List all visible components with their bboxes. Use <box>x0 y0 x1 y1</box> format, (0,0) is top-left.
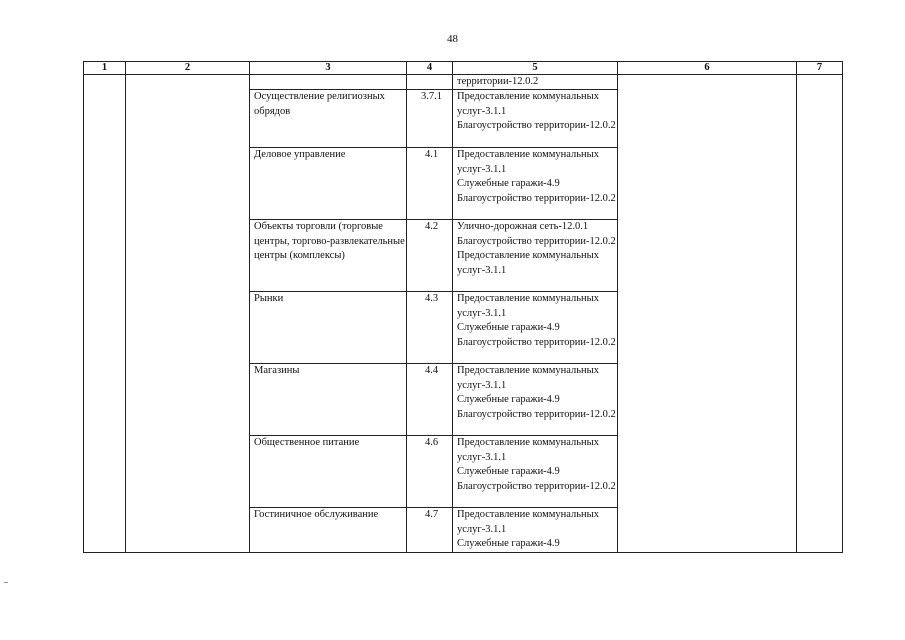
permitted-item: Предоставление коммунальных услуг-3.1.1 <box>457 509 599 535</box>
permitted-item: Предоставление коммунальных услуг-3.1.1 <box>457 437 599 463</box>
column-6-cell <box>618 75 797 553</box>
name-cell: Осуществление религиозных обрядов <box>250 90 407 148</box>
name-cell: Гостиничное обслуживание <box>250 508 407 552</box>
column-7-cell <box>797 75 843 553</box>
column-1-cell <box>84 75 126 553</box>
permitted-item: Благоустройство территории-12.0.2 <box>457 235 616 247</box>
name-cell: Общественное питание <box>250 436 407 508</box>
column-header-2: 2 <box>126 62 250 75</box>
header-row <box>84 62 843 75</box>
permitted-cell <box>453 436 618 508</box>
code-cell: 4.1 <box>407 148 453 220</box>
code-cell: 4.6 <box>407 436 453 508</box>
permitted-item: территории-12.0.2 <box>457 76 539 87</box>
permitted-item: Предоставление коммунальных услуг-3.1.1 <box>457 91 599 117</box>
permitted-cell <box>453 292 618 364</box>
code-cell: 4.2 <box>407 220 453 292</box>
name-cell: Деловое управление <box>250 148 407 220</box>
permitted-item: Благоустройство территории-12.0.2 <box>457 408 616 420</box>
permitted-item: Предоставление коммунальных услуг-3.1.1 <box>457 293 599 319</box>
permitted-item: Предоставление коммунальных услуг-3.1.1 <box>457 250 599 276</box>
column-header-3: 3 <box>250 62 407 75</box>
permitted-cell <box>453 90 618 148</box>
name-cell: Объекты торговли (торговые центры, торгово-развлекательные центры (комплексы) <box>250 220 407 292</box>
code-cell: 4.3 <box>407 292 453 364</box>
permitted-item: Служебные гаражи-4.9 <box>457 322 560 334</box>
column-header-5: 5 <box>453 62 618 75</box>
permitted-cell <box>453 75 618 90</box>
permitted-cell <box>453 364 618 436</box>
code-cell: 3.7.1 <box>407 90 453 148</box>
permitted-item: Улично-дорожная сеть-12.0.1 <box>457 221 589 233</box>
name-cell: Магазины <box>250 364 407 436</box>
column-header-4: 4 <box>407 62 453 75</box>
permitted-cell <box>453 508 618 552</box>
code-cell: 4.7 <box>407 508 453 552</box>
permitted-item: Благоустройство территории-12.0.2 <box>457 192 616 204</box>
code-cell <box>407 75 453 90</box>
name-cell <box>250 75 407 90</box>
column-2-cell <box>126 75 250 553</box>
permitted-item: Служебные гаражи-4.9 <box>457 466 560 478</box>
permitted-item: Служебные гаражи-4.9 <box>457 178 560 190</box>
permitted-item: Служебные гаражи-4.9 <box>457 538 560 550</box>
permitted-item: Предоставление коммунальных услуг-3.1.1 <box>457 149 599 175</box>
permitted-item: Благоустройство территории-12.0.2 <box>457 120 616 132</box>
continuation-row <box>84 75 843 90</box>
land-use-table <box>83 61 843 553</box>
column-header-7: 7 <box>797 62 843 75</box>
permitted-cell <box>453 220 618 292</box>
page-number: 48 <box>447 33 458 45</box>
name-cell: Рынки <box>250 292 407 364</box>
permitted-cell <box>453 148 618 220</box>
code-cell: 4.4 <box>407 364 453 436</box>
permitted-item: Предоставление коммунальных услуг-3.1.1 <box>457 365 599 391</box>
permitted-item: Благоустройство территории-12.0.2 <box>457 336 616 348</box>
permitted-item: Служебные гаражи-4.9 <box>457 394 560 406</box>
margin-mark <box>4 582 8 583</box>
permitted-item: Благоустройство территории-12.0.2 <box>457 480 616 492</box>
column-header-6: 6 <box>618 62 797 75</box>
column-header-1: 1 <box>84 62 126 75</box>
